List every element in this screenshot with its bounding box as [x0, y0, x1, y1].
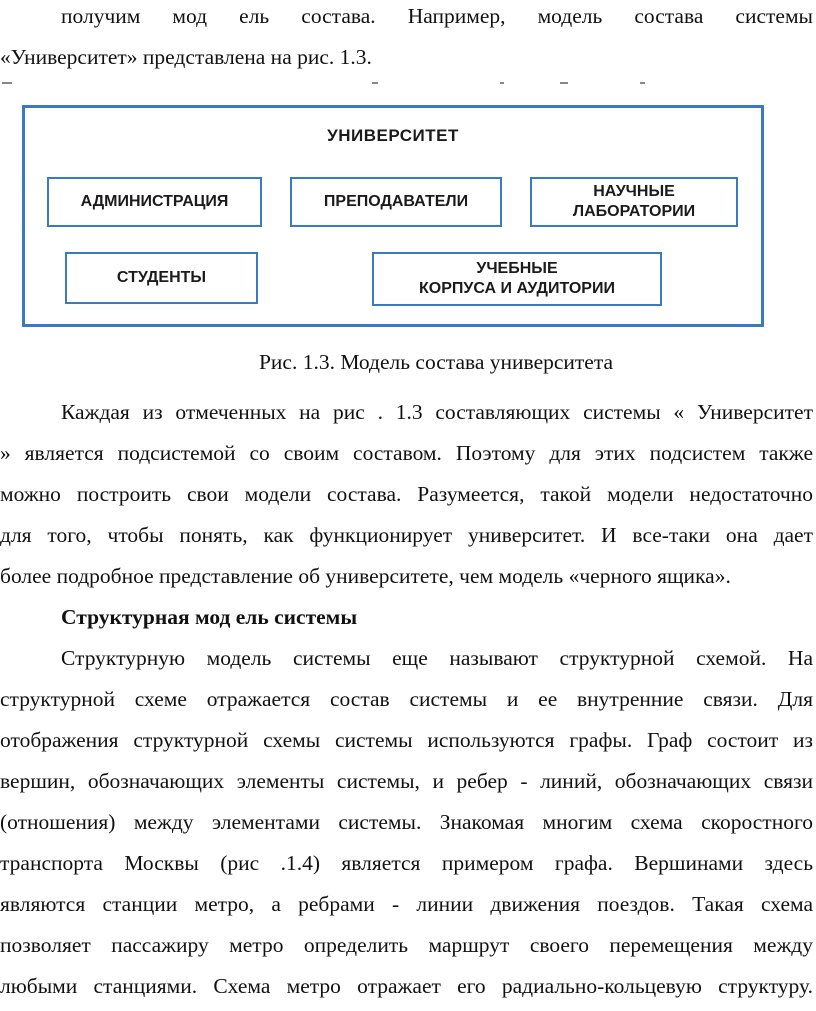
para1-line-4: для того, чтобы понять, как функционирует университет. И все-таки она дает	[0, 523, 813, 547]
para1-line-2: » является подсистемой со своим составом. Поэтому для этих подсистем также	[0, 441, 813, 465]
para2-line-5: (отношения) между элементами системы. Знакомая многим схема скоростного	[0, 810, 813, 834]
university-composition-diagram	[22, 105, 764, 327]
box-teachers-label: ПРЕПОДАВАТЕЛИ	[323, 193, 469, 210]
para2-line-6: транспорта Москвы (рис .1.4) является примером графа. Вершинами здесь	[0, 851, 813, 875]
para1-line-3: можно построить свои модели состава. Разумеется, такой модели недостаточно	[0, 482, 813, 506]
box-administration	[47, 177, 262, 227]
para1-line-1: Каждая из отмеченных на рис . 1.3 составляющих системы « Университет	[61, 400, 813, 424]
section-heading: Структурная мод ель системы	[61, 605, 358, 629]
intro-line-1: получим мод ель состава. Например, модель состава системы	[61, 4, 813, 28]
box-buildings-label-2: КОРПУСА И АУДИТОРИИ	[419, 280, 615, 297]
para2-line-3: отображения структурной схемы системы используются графы. Граф состоит из	[0, 728, 813, 752]
para1-line-5: более подробное представление об университете, чем модель «черного ящика».	[0, 564, 731, 588]
para2-line-7: являются станции метро, а ребрами - линии движения поездов. Такая схема	[0, 892, 813, 916]
diagram-title: УНИВЕРСИТЕТ	[327, 126, 459, 145]
para2-line-2: структурной схеме отражается состав системы и ее внутренние связи. Для	[0, 687, 813, 711]
intro-line-2: «Университет» представлена на рис. 1.3.	[0, 45, 372, 69]
scan-artifacts	[0, 82, 816, 88]
box-labs-label-2: ЛАБОРАТОРИИ	[572, 203, 696, 220]
box-buildings-label-1: УЧЕБНЫЕ	[476, 260, 558, 277]
box-buildings	[372, 252, 662, 306]
box-labs-label-1: НАУЧНЫЕ	[593, 183, 675, 200]
para2-line-9: любыми станциями. Схема метро отражает его радиально-кольцевую структуру.	[0, 974, 813, 998]
box-teachers	[290, 177, 502, 227]
figure-caption: Рис. 1.3. Модель состава университета	[258, 350, 614, 374]
box-students-label: СТУДЕНТЫ	[116, 269, 207, 286]
para2-line-1: Структурную модель системы еще называют структурной схемой. На	[61, 646, 813, 670]
box-administration-label: АДМИНИСТРАЦИЯ	[80, 193, 229, 210]
para2-line-8: позволяет пассажиру метро определить маршрут своего перемещения между	[0, 933, 813, 957]
box-students	[65, 252, 258, 304]
para2-line-4: вершин, обозначающих элементы системы, и ребер - линий, обозначающих связи	[0, 769, 813, 793]
box-labs	[530, 177, 738, 227]
